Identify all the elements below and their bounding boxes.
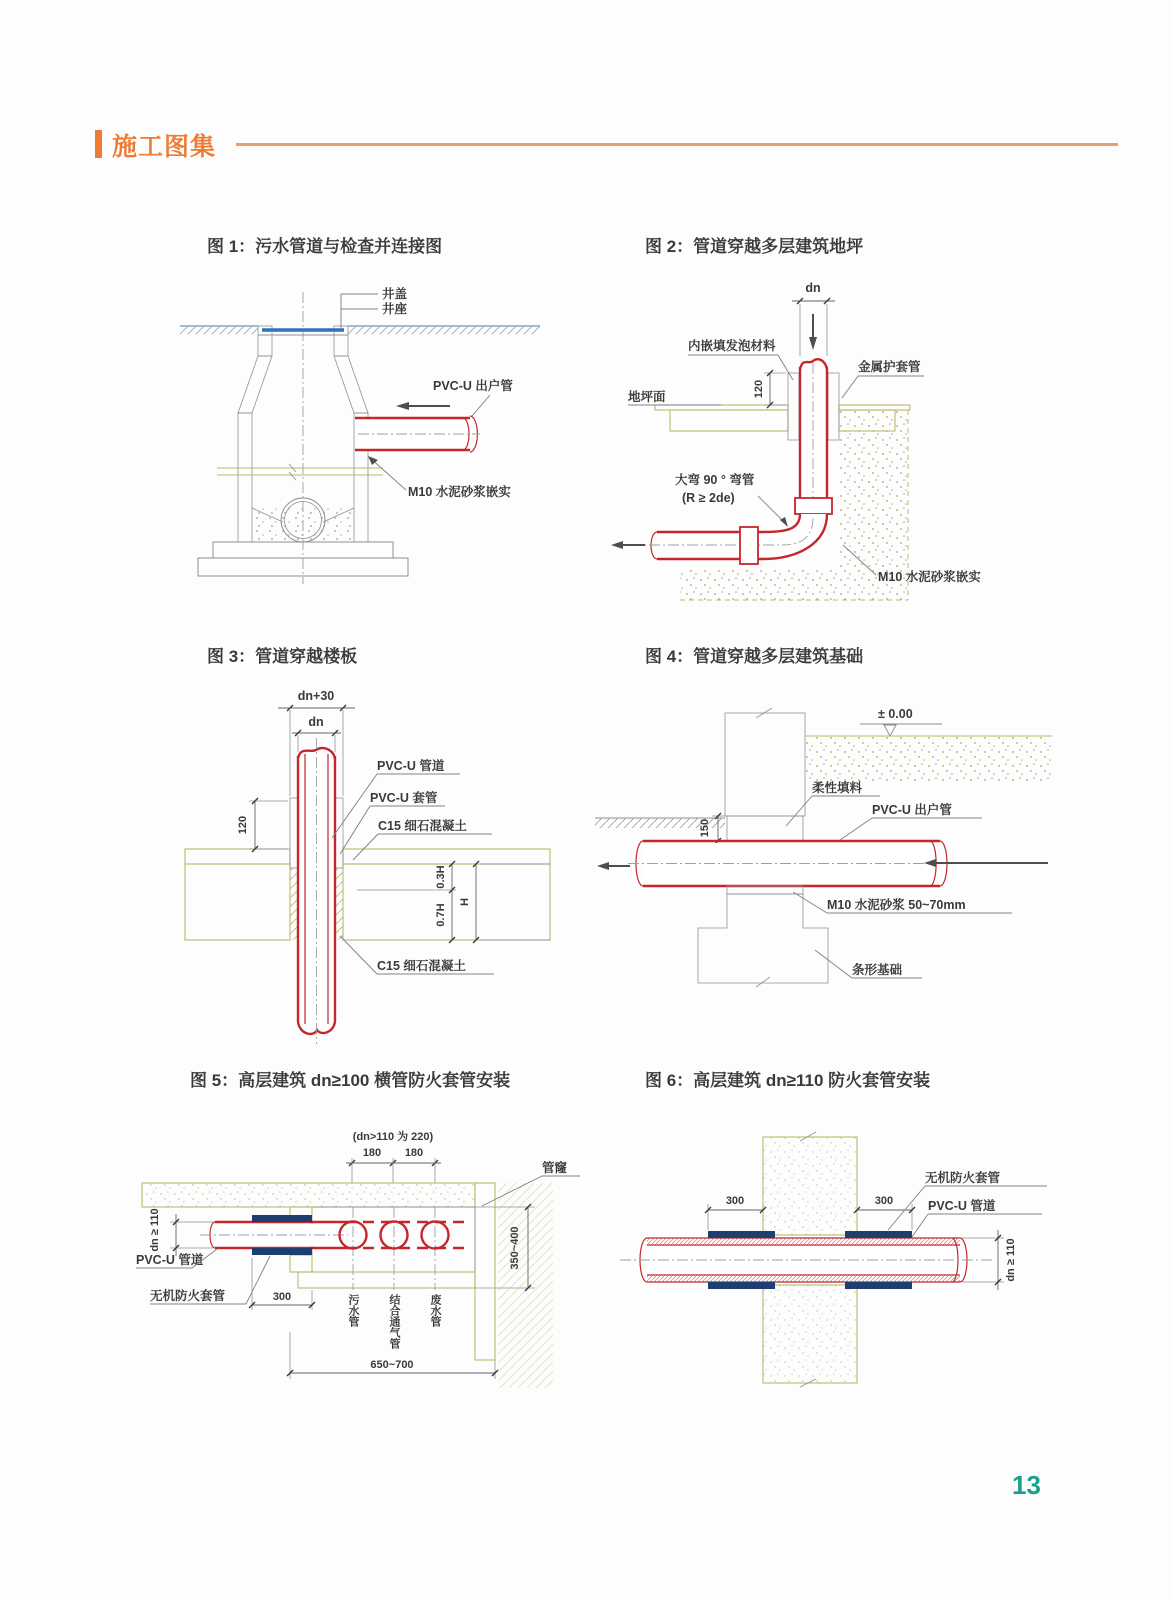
fig6-fire-sleeve-left-top (708, 1231, 775, 1238)
fig3-label-concrete-top: C15 细石混凝土 (378, 819, 467, 833)
fig4-label-filler: 柔性填料 (812, 781, 863, 795)
fig5-dim-180b: 180 (404, 1147, 424, 1159)
fig3-diagram (150, 678, 570, 1050)
page-title: 施工图集 (112, 133, 217, 161)
fig6-fire-sleeve-right-top (845, 1231, 912, 1238)
fig4-label-level: ± 0.00 (878, 707, 913, 721)
fig4-title: 图 4：管道穿越多层建筑基础 (645, 647, 864, 666)
fig4-label-mortar: M10 水泥砂浆 50~70mm (827, 898, 966, 912)
fig3-title: 图 3：管道穿越楼板 (207, 647, 358, 666)
fig1-title: 图 1：污水管道与检查并连接图 (207, 237, 443, 256)
fig5-note-220: (dn>110 为 220) (352, 1131, 434, 1143)
fig5-dim-300: 300 (272, 1291, 292, 1303)
fig1-label-well-seat: 井座 (382, 302, 408, 316)
fig2-label-metal-sleeve: 金属护套管 (858, 360, 921, 374)
fig1-diagram (150, 268, 570, 618)
fig6-label-fire-sleeve: 无机防火套管 (925, 1171, 1001, 1185)
fig1-label-mortar: M10 水泥砂浆嵌实 (408, 485, 511, 499)
fig5-dim-180a: 180 (362, 1147, 382, 1159)
fig2-title: 图 2：管道穿越多层建筑地坪 (645, 237, 864, 256)
fig4-label-outlet: PVC-U 出户管 (872, 803, 952, 817)
fig5-dim-650: 650~700 (370, 1359, 414, 1371)
fig3-label-concrete-bottom: C15 细石混凝土 (377, 959, 466, 973)
fig3-dim-07h: 0.7H (435, 903, 447, 927)
fig4-label-foundation: 条形基础 (852, 963, 903, 977)
fig2-label-foam: 内嵌填发泡材料 (688, 339, 776, 353)
fig5-title: 图 5：高层建筑 dn≥100 横管防火套管安装 (190, 1071, 511, 1090)
fig5-fire-sleeve-top (252, 1215, 312, 1222)
fig5-label-waste: 废水管 (429, 1294, 441, 1327)
fig5-label-pipe: PVC-U 管道 (136, 1253, 204, 1267)
fig5-label-fire-sleeve: 无机防火套管 (150, 1289, 226, 1303)
fig2-label-ground: 地坪面 (628, 390, 666, 404)
fig4-dim-150: 150 (699, 818, 711, 838)
fig5-diagram (130, 1092, 590, 1402)
fig2-label-bend1: 大弯 90 ° 弯管 (675, 473, 755, 487)
fig3-dim-03h: 0.3H (435, 865, 447, 889)
fig2-label-bend2: (R ≥ 2de) (682, 491, 735, 505)
fig6-fire-sleeve-right-bottom (845, 1282, 912, 1289)
fig6-fire-sleeve-left-bottom (708, 1282, 775, 1289)
header-rule (236, 143, 1118, 146)
fig3-dim-h: H (459, 898, 471, 906)
fig6-diagram (600, 1092, 1070, 1402)
fig5-dim-350: 350~400 (509, 1226, 521, 1270)
fig5-label-recess: 管窿 (542, 1161, 568, 1175)
fig4-diagram (590, 678, 1070, 1013)
fig6-dim-300a: 300 (725, 1195, 745, 1207)
fig6-dim-300b: 300 (874, 1195, 894, 1207)
fig2-label-mortar: M10 水泥砂浆嵌实 (878, 570, 981, 584)
fig5-fire-sleeve-bottom (252, 1248, 312, 1255)
fig5-label-vent: 结合通气管 (388, 1294, 400, 1349)
fig1-label-well-cover: 井盖 (382, 287, 408, 301)
page-number: 13 (1012, 1470, 1041, 1500)
fig5-label-sewage: 污水管 (347, 1294, 359, 1327)
fig3-dim-dn30: dn+30 (297, 689, 335, 703)
fig3-dim-dn: dn (308, 715, 324, 729)
header-accent-bar (95, 130, 102, 158)
fig6-dim-dn110: dn ≥ 110 (1005, 1238, 1017, 1282)
fig6-title: 图 6：高层建筑 dn≥110 防火套管安装 (645, 1071, 931, 1090)
fig2-diagram (600, 268, 1060, 628)
fig6-label-pipe: PVC-U 管道 (928, 1199, 996, 1213)
fig5-dim-dn110: dn ≥ 110 (149, 1208, 161, 1252)
fig3-label-sleeve: PVC-U 套管 (370, 791, 438, 805)
fig2-dim-120: 120 (753, 379, 765, 399)
fig3-dim-120: 120 (237, 815, 249, 835)
fig2-dim-dn: dn (805, 281, 821, 295)
fig3-label-pipe: PVC-U 管道 (377, 759, 445, 773)
fig1-label-outlet-pipe: PVC-U 出户管 (433, 379, 513, 393)
